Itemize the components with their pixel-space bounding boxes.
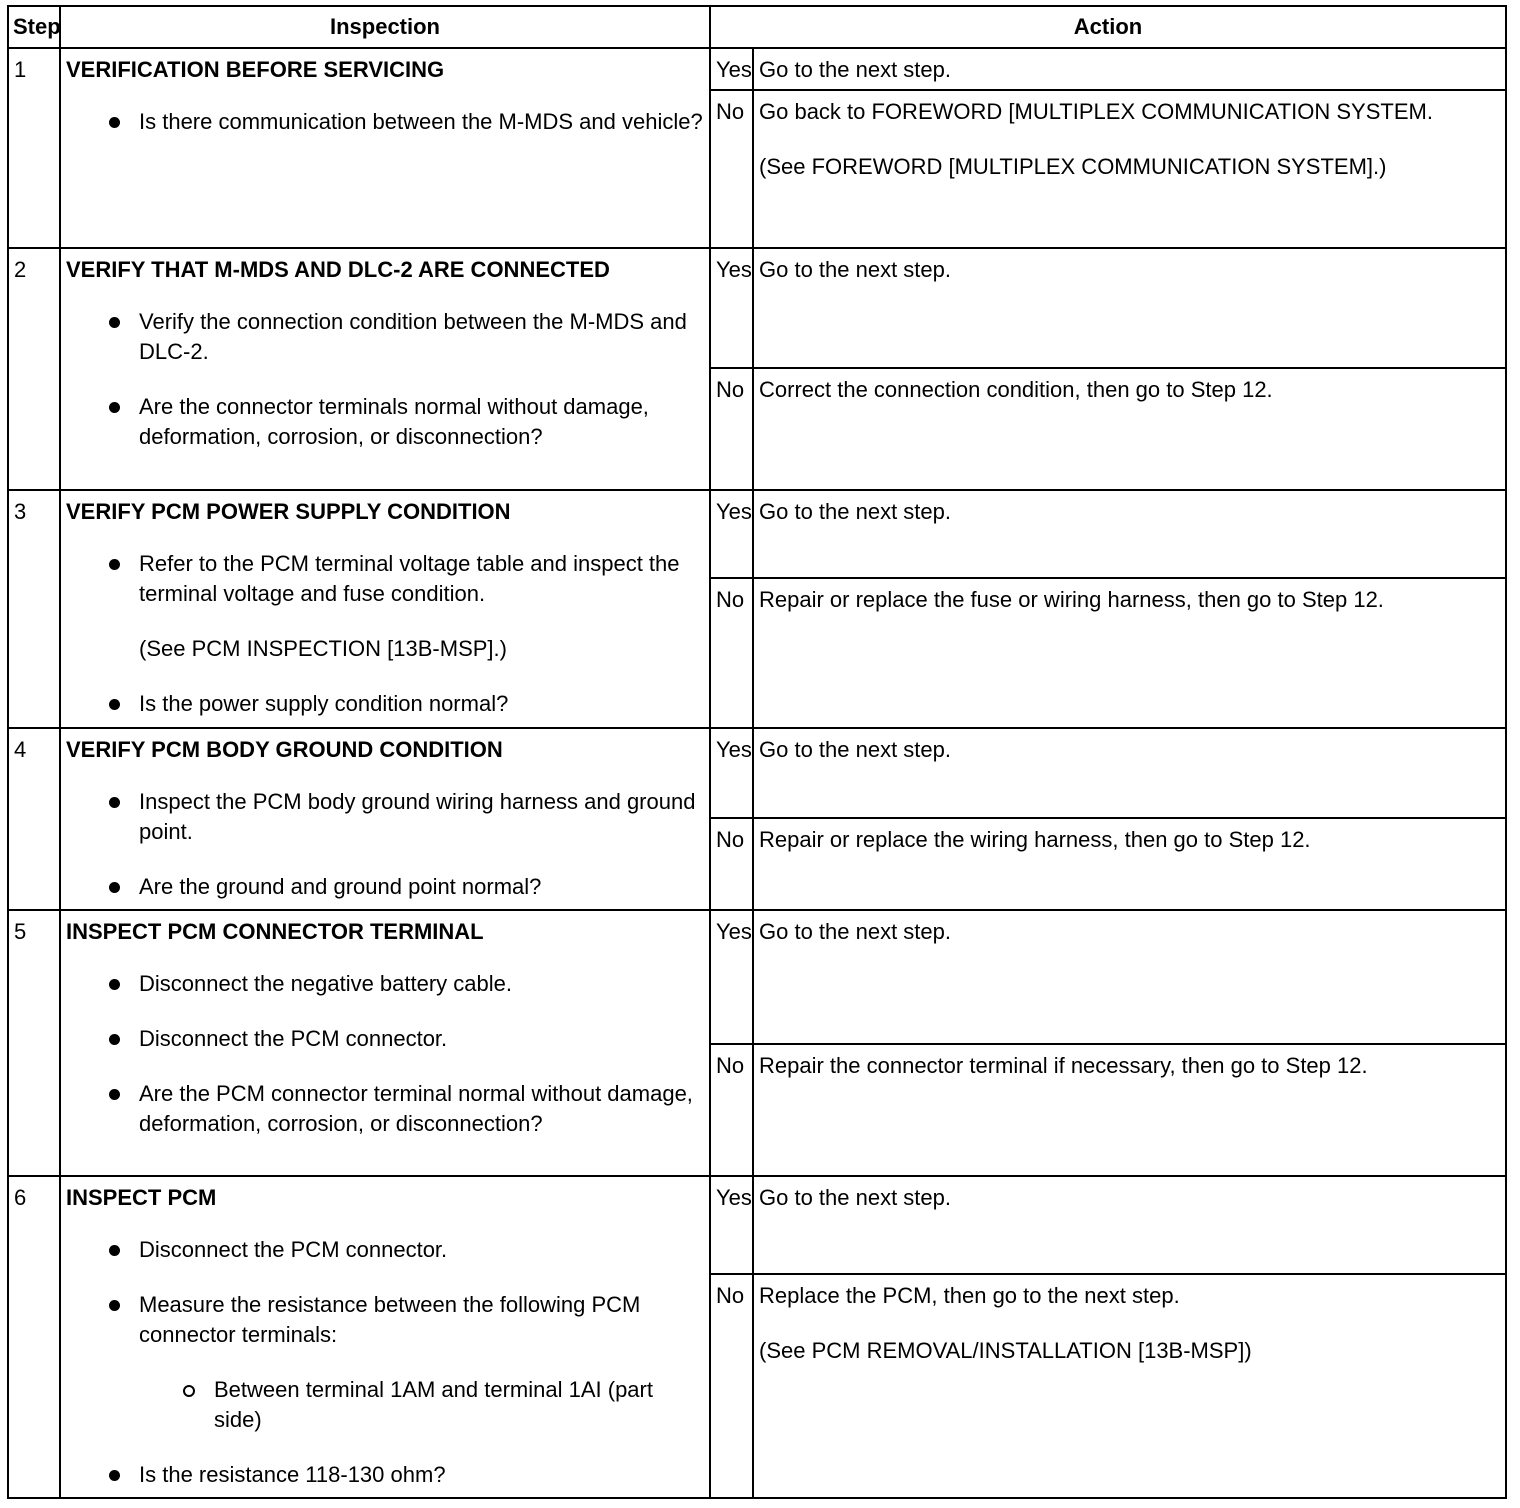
step-row — [8, 248, 1506, 368]
yes-label: Yes — [710, 48, 753, 90]
step-row — [8, 910, 1506, 1044]
inspection-item — [139, 1460, 704, 1490]
no-action-text: (See PCM REMOVAL/INSTALLATION [13B-MSP]) — [759, 1338, 1252, 1363]
sub-list — [139, 1375, 704, 1435]
yes-label: Yes — [710, 1176, 753, 1274]
no-action-text: Correct the connection condition, then go to Step 12. — [759, 377, 1273, 402]
step-number: 4 — [8, 728, 60, 910]
step-row — [8, 490, 1506, 578]
inspection-item — [139, 549, 704, 664]
no-action — [753, 818, 1506, 910]
inspection-list — [66, 307, 704, 452]
inspection-text: Disconnect the PCM connector. — [139, 1237, 448, 1262]
yes-label: Yes — [710, 248, 753, 368]
inspection-text: Disconnect the negative battery cable. — [139, 971, 513, 996]
inspection-text: Are the connector terminals normal without damage, deformation, corrosion, or disconnection? — [139, 394, 649, 449]
no-action — [753, 90, 1506, 248]
bullet-icon — [109, 1300, 120, 1311]
header-row — [8, 6, 1506, 48]
no-action-text: Repair the connector terminal if necessary, then go to Step 12. — [759, 1053, 1368, 1078]
no-action-text: Repair or replace the fuse or wiring harness, then go to Step 12. — [759, 587, 1384, 612]
step-title: VERIFY PCM POWER SUPPLY CONDITION — [66, 499, 511, 524]
inspection-item — [139, 969, 704, 999]
bullet-icon — [109, 1089, 120, 1100]
yes-action: Go to the next step. — [753, 490, 1506, 578]
no-label: No — [710, 368, 753, 490]
yes-label: Yes — [710, 490, 753, 578]
yes-action: Go to the next step. — [753, 48, 1506, 90]
inspection-text: Are the ground and ground point normal? — [139, 874, 542, 899]
inspection-item — [139, 1079, 704, 1139]
bullet-icon — [109, 699, 120, 710]
inspection-text: Verify the connection condition between the M-MDS and DLC-2. — [139, 309, 687, 364]
step-title: VERIFY PCM BODY GROUND CONDITION — [66, 737, 503, 762]
inspection-cell — [60, 1176, 710, 1498]
inspection-item — [139, 1024, 704, 1054]
inspection-text: Are the PCM connector terminal normal without damage, deformation, corrosion, or disconnection? — [139, 1081, 693, 1136]
step-number: 5 — [8, 910, 60, 1176]
inspection-text: Is there communication between the M-MDS and vehicle? — [139, 109, 703, 134]
yes-action: Go to the next step. — [753, 248, 1506, 368]
bullet-icon — [109, 1034, 120, 1045]
hollow-bullet-icon — [183, 1385, 195, 1397]
action-header: Action — [710, 6, 1506, 48]
no-action-text: Go back to FOREWORD [MULTIPLEX COMMUNICATION SYSTEM. — [759, 99, 1433, 124]
step-row — [8, 1176, 1506, 1274]
inspection-cell — [60, 48, 710, 248]
no-label: No — [710, 578, 753, 728]
inspection-item — [139, 872, 704, 902]
no-action-text: Repair or replace the wiring harness, then go to Step 12. — [759, 827, 1311, 852]
step-number: 3 — [8, 490, 60, 728]
inspection-item — [139, 307, 704, 367]
inspection-list — [66, 1235, 704, 1490]
bullet-icon — [109, 317, 120, 328]
inspection-list — [66, 787, 704, 902]
inspection-text: Is the resistance 118-130 ohm? — [139, 1462, 446, 1487]
no-action — [753, 578, 1506, 728]
bullet-icon — [109, 979, 120, 990]
no-label: No — [710, 1274, 753, 1498]
inspection-text: Refer to the PCM terminal voltage table and inspect the terminal voltage and fuse condition. — [139, 551, 680, 606]
yes-action: Go to the next step. — [753, 1176, 1506, 1274]
no-action-text: Replace the PCM, then go to the next step. — [759, 1283, 1180, 1308]
step-title: INSPECT PCM — [66, 1185, 217, 1210]
step-title: VERIFICATION BEFORE SERVICING — [66, 57, 445, 82]
reference-note: (See PCM INSPECTION [13B-MSP].) — [139, 636, 507, 661]
no-action — [753, 368, 1506, 490]
no-action — [753, 1044, 1506, 1176]
bullet-icon — [109, 559, 120, 570]
step-header: Step — [8, 6, 60, 48]
inspection-item — [139, 689, 704, 719]
inspection-text: Disconnect the PCM connector. — [139, 1026, 448, 1051]
no-label: No — [710, 90, 753, 248]
inspection-cell — [60, 910, 710, 1176]
yes-action: Go to the next step. — [753, 728, 1506, 818]
yes-label: Yes — [710, 910, 753, 1044]
step-row — [8, 728, 1506, 818]
bullet-icon — [109, 797, 120, 808]
bullet-icon — [109, 1245, 120, 1256]
step-title: VERIFY THAT M-MDS AND DLC-2 ARE CONNECTED — [66, 257, 610, 282]
sub-item-text: Between terminal 1AM and terminal 1AI (part side) — [214, 1377, 653, 1432]
yes-action: Go to the next step. — [753, 910, 1506, 1044]
inspection-header: Inspection — [60, 6, 710, 48]
inspection-list — [66, 107, 704, 137]
no-label: No — [710, 1044, 753, 1176]
inspection-item — [139, 107, 704, 137]
yes-label: Yes — [710, 728, 753, 818]
inspection-item — [139, 392, 704, 452]
inspection-cell — [60, 248, 710, 490]
bullet-icon — [109, 402, 120, 413]
bullet-icon — [109, 1470, 120, 1481]
inspection-item — [139, 1235, 704, 1265]
step-row — [8, 48, 1506, 90]
inspection-cell — [60, 728, 710, 910]
no-label: No — [710, 818, 753, 910]
step-title: INSPECT PCM CONNECTOR TERMINAL — [66, 919, 484, 944]
inspection-list — [66, 969, 704, 1139]
no-action-text: (See FOREWORD [MULTIPLEX COMMUNICATION SYSTEM].) — [759, 154, 1387, 179]
no-action — [753, 1274, 1506, 1498]
sub-item — [214, 1375, 704, 1435]
step-number: 2 — [8, 248, 60, 490]
inspection-cell — [60, 490, 710, 728]
diagnostic-table — [7, 5, 1507, 1499]
step-number: 1 — [8, 48, 60, 248]
inspection-list — [66, 549, 704, 719]
bullet-icon — [109, 117, 120, 128]
bullet-icon — [109, 882, 120, 893]
step-number: 6 — [8, 1176, 60, 1498]
inspection-text: Is the power supply condition normal? — [139, 691, 509, 716]
inspection-text: Inspect the PCM body ground wiring harness and ground point. — [139, 789, 696, 844]
inspection-text: Measure the resistance between the following PCM connector terminals: — [139, 1292, 641, 1347]
inspection-item — [139, 787, 704, 847]
inspection-item — [139, 1290, 704, 1435]
